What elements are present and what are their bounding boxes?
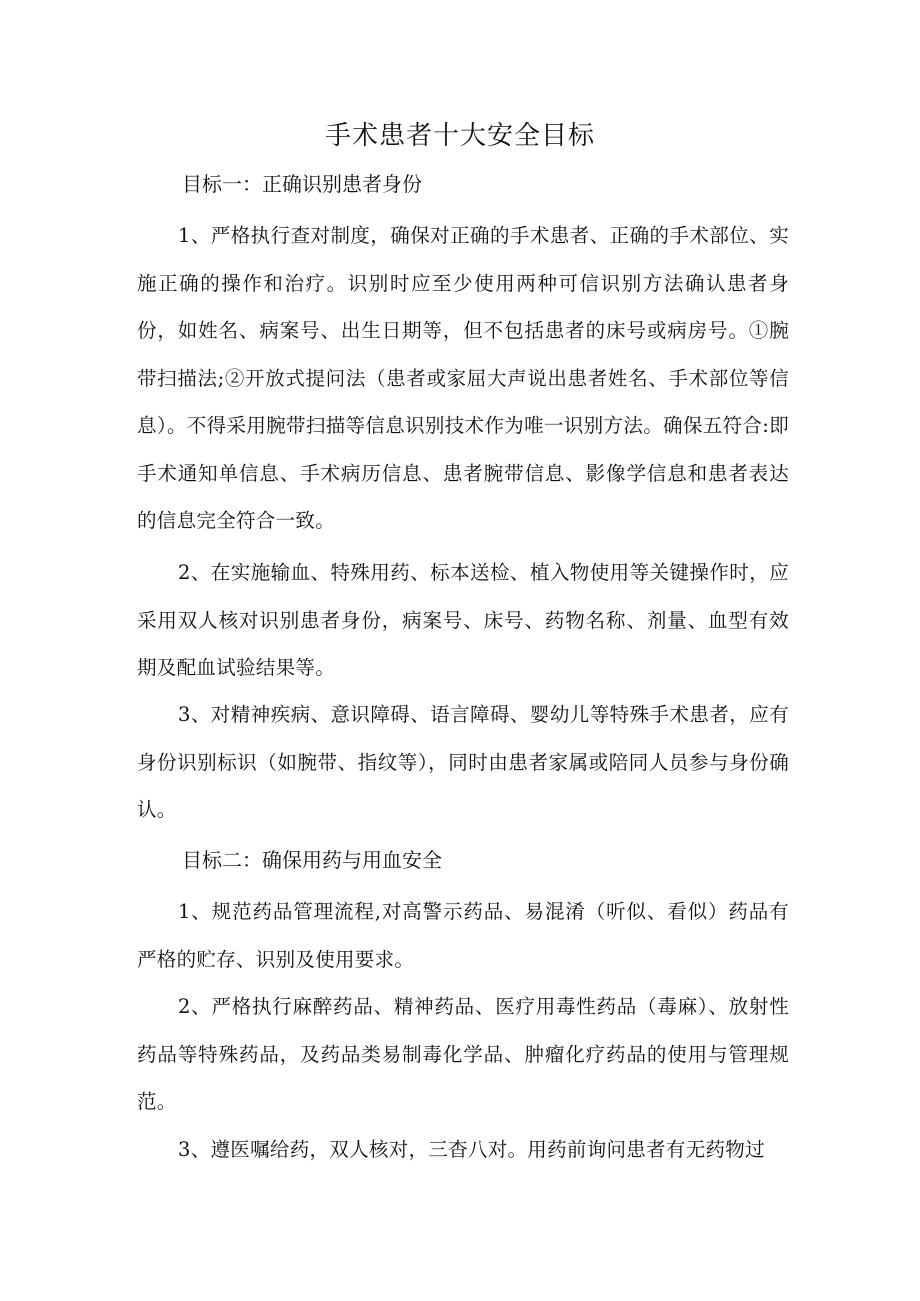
paragraph-goal-1-item-3: 3、对精神疾病、意识障碍、语言障碍、婴幼儿等特殊手术患者，应有身份识别标识（如腕带、指纹等），同时由患者家属或陪同人员参与身份确认。 xyxy=(137,703,789,821)
paragraph-goal-1-item-1: 1、严格执行查对制度，确保对正确的手术患者、正确的手术部位、实施正确的操作和治疗。识别时应至少使用两种可信识别方法确认患者身份，如姓名、病案号、出生日期等，但不包括患者的床号或病房号。①腕带扫描法;②开放式提问法（患者或家屈大声说出患者姓名、手术部位等信息）。不得采用腕带扫描等信息识别技术作为唯一识别方法。确保五符合:即手术通知单信息、手术病历信息、患者腕带信息、影像学信息和患者表达的信息完全符合一致。 xyxy=(137,224,789,532)
paragraph-goal-2-item-1: 1、规范药品管理流程,对高警示药品、易混淆（听似、看似）药品有严格的贮存、识别及使用要求。 xyxy=(137,900,789,971)
section-heading-goal-1: 目标一：正确识别患者身份 xyxy=(182,172,422,196)
document-title: 手术患者十大安全目标 xyxy=(324,121,595,151)
paragraph-goal-1-item-2: 2、在实施输血、特殊用药、标本送检、植入物使用等关键操作时，应采用双人核对识别患者身份，病案号、床号、药物名称、剂量、血型有效期及配血试验结果等。 xyxy=(137,561,789,679)
paragraph-goal-2-item-2: 2、严格执行麻醉药品、精神药品、医疗用毒性药品（毒麻）、放射性药品等特殊药品，及药品类易制毒化学品、肿瘤化疗药品的使用与管理规范。 xyxy=(137,995,789,1113)
section-heading-goal-2: 目标二：确保用药与用血安全 xyxy=(182,848,442,872)
paragraph-goal-2-item-3: 3、遵医嘱给药，双人核对，三杳八对。用药前询问患者有无药物过 xyxy=(178,1138,765,1161)
